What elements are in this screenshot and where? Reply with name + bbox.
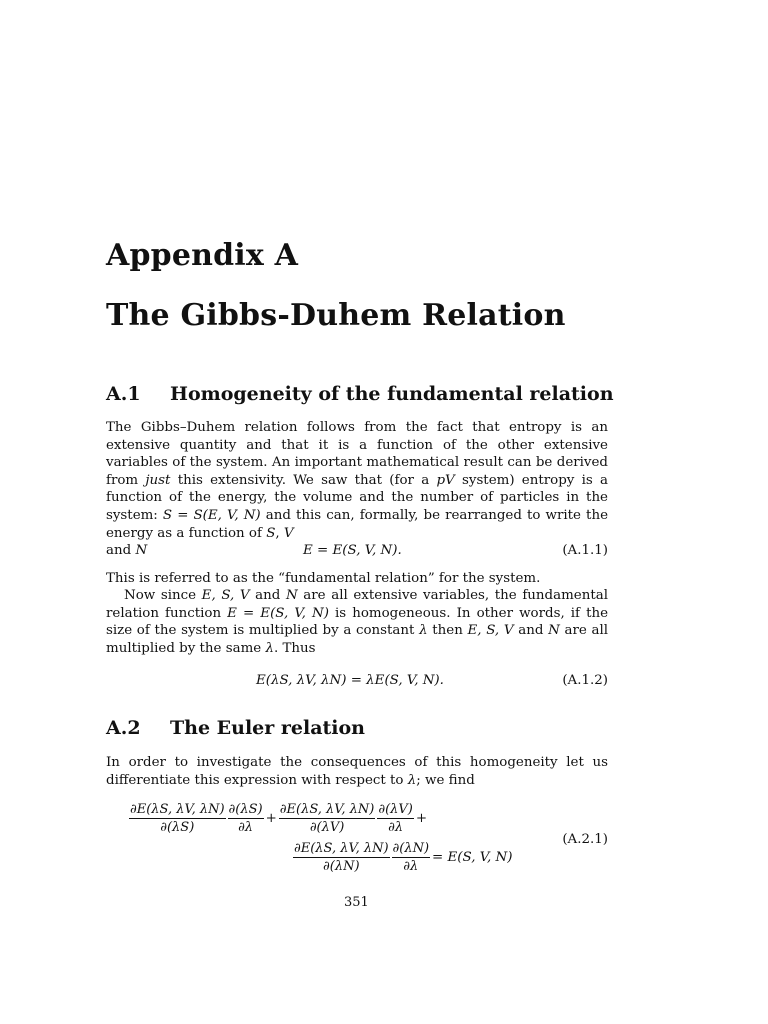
chapter-title: The Gibbs-Duhem Relation (106, 298, 566, 333)
rhs-text: = E(S, V, N) (432, 850, 513, 865)
equation-tag: (A.2.1) (562, 832, 608, 847)
text-run: are all multiplied by the same (106, 623, 609, 656)
text-run: , (275, 525, 284, 541)
math-inline: E = E(S, V, N) (227, 605, 329, 621)
equation-tag-row (106, 832, 608, 854)
fraction (377, 802, 414, 835)
equation-tag: (A.1.1) (562, 543, 608, 558)
text-run: . Thus (273, 640, 316, 656)
text-run: and (513, 623, 549, 639)
operator: + (415, 811, 428, 826)
math-inline: λ (407, 772, 417, 788)
section-number: A.2 (106, 717, 141, 739)
fraction (279, 802, 376, 835)
text-run: The Gibbs–Duhem relation follows from the fact that entropy is an extensive quantity and that it is a function of the other extensive variables of the system. An important mathematical result can be derived from (106, 420, 608, 488)
equation-tag: (A.1.2) (562, 673, 608, 688)
paragraph-euler (106, 754, 608, 789)
operator: + (265, 811, 277, 826)
text-run: This is referred to as the “fundamental relation” for the system. (106, 571, 541, 586)
page-number: 351 (344, 895, 369, 910)
equation-line-1 (128, 802, 428, 835)
paragraph-intro: The Gibbs–Duhem relation follows from the fact that entropy is an extensive quantity and that it is a function of the other extensive variables of the system. An important mathematical result can be derived from just this extensivity. We saw that (for a pV system) entropy is a function of the energy, the volume and the number of particles in the system: S = S(E, V, N) and this can, formally, be rearranged to write the energy as a function of S, V and N (106, 420, 609, 559)
paper-page (106, 0, 614, 1024)
text-run: this extensivity. We saw that (for a (170, 472, 437, 488)
denominator: ∂λ (403, 859, 419, 874)
text-run: is homogeneous. In other words, if the size of the system is multiplied by a constant (106, 605, 609, 639)
fraction (129, 802, 226, 835)
numerator: ∂E(λS, λV, λN) (130, 802, 225, 817)
math-inline: S = S(E, V, N) (162, 507, 261, 523)
text-run: system) entropy is a function of the energy, the volume and the number of particles in the system: (106, 472, 609, 523)
math-inline: N (135, 543, 148, 559)
section-heading-a2 (106, 717, 365, 739)
section-number: A.1 (106, 383, 141, 405)
text-run: In order to investigate the consequences of this homogeneity let us differentiate this expression with respect to (106, 755, 608, 788)
numerator: ∂(λS) (228, 802, 263, 817)
paragraph-homogeneous (106, 587, 608, 657)
chapter-label: Appendix A (106, 238, 299, 273)
math-inline: N (548, 623, 560, 639)
numerator: ∂E(λS, λV, λN) (294, 841, 389, 856)
math-inline: E, S, V (467, 623, 514, 639)
text-run: then (427, 623, 468, 639)
text-run: ; we find (416, 772, 475, 788)
math-inline: E, S, V (201, 588, 250, 603)
section-title: Homogeneity of the fundamental relation (170, 383, 614, 405)
paragraph-fundamental (106, 570, 608, 588)
text-run: Now since (124, 588, 202, 603)
math-inline: V (283, 525, 294, 541)
numerator: ∂E(λS, λV, λN) (279, 802, 375, 817)
denominator: ∂λ (388, 820, 404, 835)
math-inline: S (266, 525, 276, 541)
math-inline: λ (419, 623, 428, 639)
math-inline: pV (436, 472, 455, 488)
numerator: ∂(λV) (378, 802, 413, 817)
equation-body: E = E(S, V, N). (303, 543, 402, 558)
denominator: ∂(λN) (323, 859, 360, 874)
section-heading-a1 (106, 383, 614, 405)
equation-a-1-2 (106, 673, 608, 695)
emphasis: just (145, 472, 171, 488)
denominator: ∂λ (238, 820, 254, 835)
math-inline: λ (265, 640, 274, 656)
math-inline: N (285, 588, 298, 603)
denominator: ∂(λS) (160, 820, 195, 835)
text-run: are all extensive variables, the fundamental relation function (106, 588, 608, 621)
equation-a-1-1 (106, 543, 608, 565)
denominator: ∂(λV) (309, 820, 345, 835)
fraction (228, 802, 264, 835)
equation-body: E(λS, λV, λN) = λE(S, V, N). (256, 673, 444, 688)
text-run: and this can, formally, be rearranged to write the energy as a function of (106, 507, 608, 541)
text-run: and (249, 588, 286, 603)
section-title: The Euler relation (170, 717, 365, 739)
numerator: ∂(λN) (392, 841, 430, 856)
